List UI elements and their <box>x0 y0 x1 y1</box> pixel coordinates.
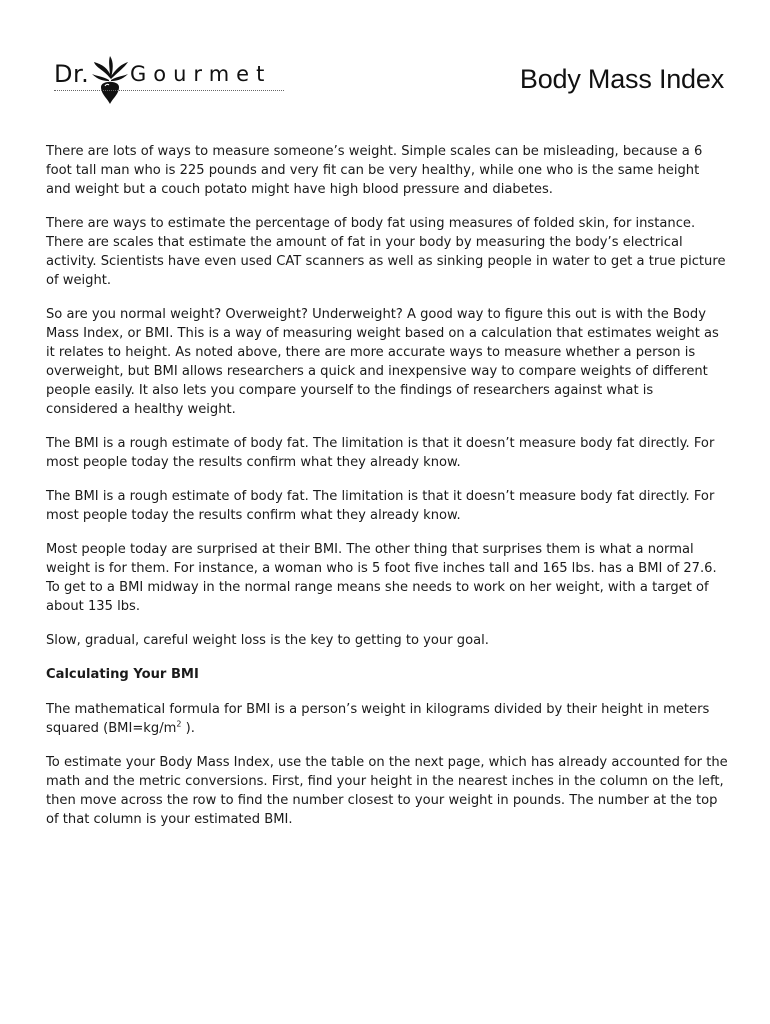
document-body <box>46 142 728 844</box>
logo-gourmet-text: Gourmet <box>130 62 272 86</box>
paragraph: Most people today are surprised at their BMI. The other thing that surprises them is what a normal weight is for them. For instance, a woman who is 5 foot five inches tall and 165 lbs. has a BMI of 27.6. To get to a BMI midway in the normal range means she needs to work on her weight, with a target of about 135 lbs. <box>46 542 717 614</box>
logo-dr-text: Dr. <box>54 60 90 88</box>
logo-underline <box>54 90 284 91</box>
beet-icon <box>90 56 130 104</box>
section-heading: Calculating Your BMI <box>46 667 199 682</box>
paragraph: There are ways to estimate the percentage of body fat using measures of folded skin, for instance. There are scales that estimate the amount of fat in your body by measuring the body’s electrical activity. Scientists have even used CAT scanners as well as sinking people in water to get a true picture of weight. <box>46 216 726 288</box>
formula-paragraph <box>46 700 728 738</box>
formula-text: The mathematical formula for BMI is a person’s weight in kilograms divided by their height in meters squared (BMI=kg/m <box>46 702 710 736</box>
dr-gourmet-logo <box>54 56 286 106</box>
paragraph: There are lots of ways to measure someone’s weight. Simple scales can be misleading, because a 6 foot tall man who is 225 pounds and very fit can be very healthy, while one who is the same height and weight but a couch potato might have high blood pressure and diabetes. <box>46 144 703 197</box>
paragraph: The BMI is a rough estimate of body fat. The limitation is that it doesn’t measure body fat directly. For most people today the results confirm what they already know. <box>46 436 715 470</box>
page-title: Body Mass Index <box>519 64 724 94</box>
formula-superscript: 2 <box>176 719 182 729</box>
paragraph: Slow, gradual, careful weight loss is the key to getting to your goal. <box>46 633 489 648</box>
paragraph: To estimate your Body Mass Index, use the table on the next page, which has already accounted for the math and the metric conversions. First, find your height in the nearest inches in the column on the left, then move across the row to find the number closest to your weight in pounds. The number at the top of that column is your estimated BMI. <box>46 755 728 827</box>
paragraph: The BMI is a rough estimate of body fat. The limitation is that it doesn’t measure body fat directly. For most people today the results confirm what they already know. <box>46 489 715 523</box>
paragraph: So are you normal weight? Overweight? Underweight? A good way to figure this out is with the Body Mass Index, or BMI. This is a way of measuring weight based on a calculation that estimates weight as it relates to height. As noted above, there are more accurate ways to measure whether a person is overweight, but BMI allows researchers a quick and inexpensive way to compare weights of different people easily. It also lets you compare yourself to the findings of researchers against what is considered a healthy weight. <box>46 307 719 417</box>
formula-text-end: ). <box>181 721 195 736</box>
